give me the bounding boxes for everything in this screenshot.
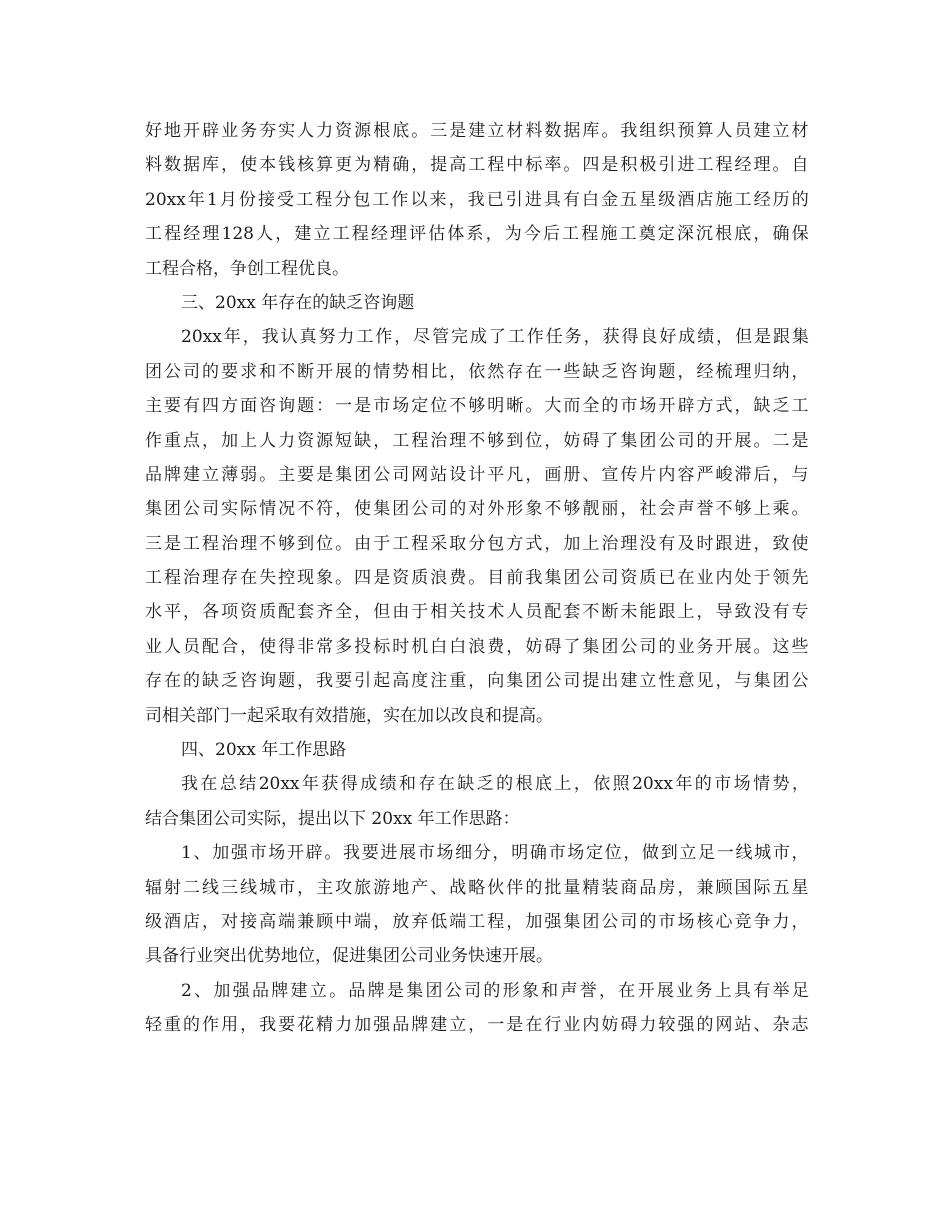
text-line: 存 在 的 缺 乏 咨 询 题 ， 我 要 引 起 高 度 注 重 ， 向 集 团 公 司 提 出 建 立 性 意 见 ， 与 集 团 公 [145,671,809,692]
text-line: 四、20xx 年工作思路 [181,740,347,761]
text-line: 料 数 据 库 ， 使 本 钱 核 算 更 为 精 确 ， 提 高 工 程 中 标 率 。 四 是 积 极 引 进 工 程 经 理 。 自 [145,155,809,176]
text-line: 三、20xx 年存在的缺乏咨询题 [181,292,415,313]
text-line: 20xx 年 ， 我 认 真 努 力 工 作 ， 尽 管 完 成 了 工 作 任 务 ， 获 得 良 好 成 绩 ， 但 是 跟 集 [181,327,809,348]
text-line: 三 是 工 程 治 理 不 够 到 位 。 由 于 工 程 采 取 分 包 方 式 ， 加 上 治 理 没 有 及 时 跟 进 ， 致 使 [145,533,809,554]
text-line: 品 牌 建 立 薄 弱 。 主 要 是 集 团 公 司 网 站 设 计 平 凡 ， 画 册 、 宣 传 片 内 容 严 峻 滞 后 ， 与 [145,464,809,485]
text-line: 主 要 有 四 方 面 咨 询 题 ： 一 是 市 场 定 位 不 够 明 晰 。 大 而 全 的 市 场 开 辟 方 式 ， 缺 乏 工 [145,396,809,417]
text-line: 工 程 经 理 128 人 ， 建 立 工 程 经 理 评 估 体 系 ， 为 今 后 工 程 施 工 奠 定 深 沉 根 底 ， 确 保 [145,224,809,245]
text-line: 我 在 总 结 20xx 年 获 得 成 绩 和 存 在 缺 乏 的 根 底 上 ， 依 照 20xx 年 的 市 场 情 势 ， [181,774,809,795]
text-line: 水 平 ， 各 项 资 质 配 套 齐 全 ， 但 由 于 相 关 技 术 人 员 配 套 不 断 未 能 跟 上 ， 导 致 没 有 专 [145,602,809,623]
text-line: 20xx 年 1 月 份 接 受 工 程 分 包 工 作 以 来 ， 我 已 引 进 具 有 白 金 五 星 级 酒 店 施 工 经 历 的 [145,189,809,210]
text-line: 工 程 治 理 存 在 失 控 现 象 。 四 是 资 质 浪 费 。 目 前 我 集 团 公 司 资 质 已 在 业 内 处 于 领 先 [145,568,809,589]
text-line: 轻 重 的 作 用 ， 我 要 花 精 力 加 强 品 牌 建 立 ， 一 是 在 行 业 内 妨 碍 力 较 强 的 网 站 、 杂 志 [145,1015,809,1036]
text-line: 团 公 司 的 要 求 和 不 断 开 展 的 情 势 相 比 ， 依 然 存 在 一 些 缺 乏 咨 询 题 ， 经 梳 理 归 纳 ， [145,361,809,382]
text-line: 司相关部门一起采取有效措施，实在加以改良和提高。 [145,705,553,726]
text-line: 级 酒 店 ， 对 接 高 端 兼 顾 中 端 ， 放 弃 低 端 工 程 ， 加 强 集 团 公 司 的 市 场 核 心 竞 争 力 ， [145,911,809,932]
text-line: 具备行业突出优势地位，促进集团公司业务快速开展。 [145,946,553,967]
document-body [145,114,809,1043]
text-line: 2 、 加 强 品 牌 建 立 。 品 牌 是 集 团 公 司 的 形 象 和 声 誉 ， 在 开 展 业 务 上 具 有 举 足 [181,980,809,1001]
text-line: 工程合格，争创工程优良。 [145,258,349,279]
text-line: 作 重 点 ， 加 上 人 力 资 源 短 缺 ， 工 程 治 理 不 够 到 位 ， 妨 碍 了 集 团 公 司 的 开 展 。 二 是 [145,430,809,451]
text-line: 1 、 加 强 市 场 开 辟 。 我 要 进 展 市 场 细 分 ， 明 确 市 场 定 位 ， 做 到 立 足 一 线 城 市 ， [181,843,809,864]
text-line: 集 团 公 司 实 际 情 况 不 符 ， 使 集 团 公 司 的 对 外 形 象 不 够 靓 丽 ， 社 会 声 誉 不 够 上 乘 。 [145,499,809,520]
text-line: 结合集团公司实际，提出以下 20xx 年工作思路： [145,808,520,829]
text-line: 辐 射 二 线 三 线 城 市 ， 主 攻 旅 游 地 产 、 战 略 伙 伴 的 批 量 精 装 商 品 房 ， 兼 顾 国 际 五 星 [145,877,809,898]
text-line: 业 人 员 配 合 ， 使 得 非 常 多 投 标 时 机 白 白 浪 费 ， 妨 碍 了 集 团 公 司 的 业 务 开 展 。 这 些 [145,636,809,657]
text-line: 好 地 开 辟 业 务 夯 实 人 力 资 源 根 底 。 三 是 建 立 材 料 数 据 库 。 我 组 织 预 算 人 员 建 立 材 [145,121,809,141]
